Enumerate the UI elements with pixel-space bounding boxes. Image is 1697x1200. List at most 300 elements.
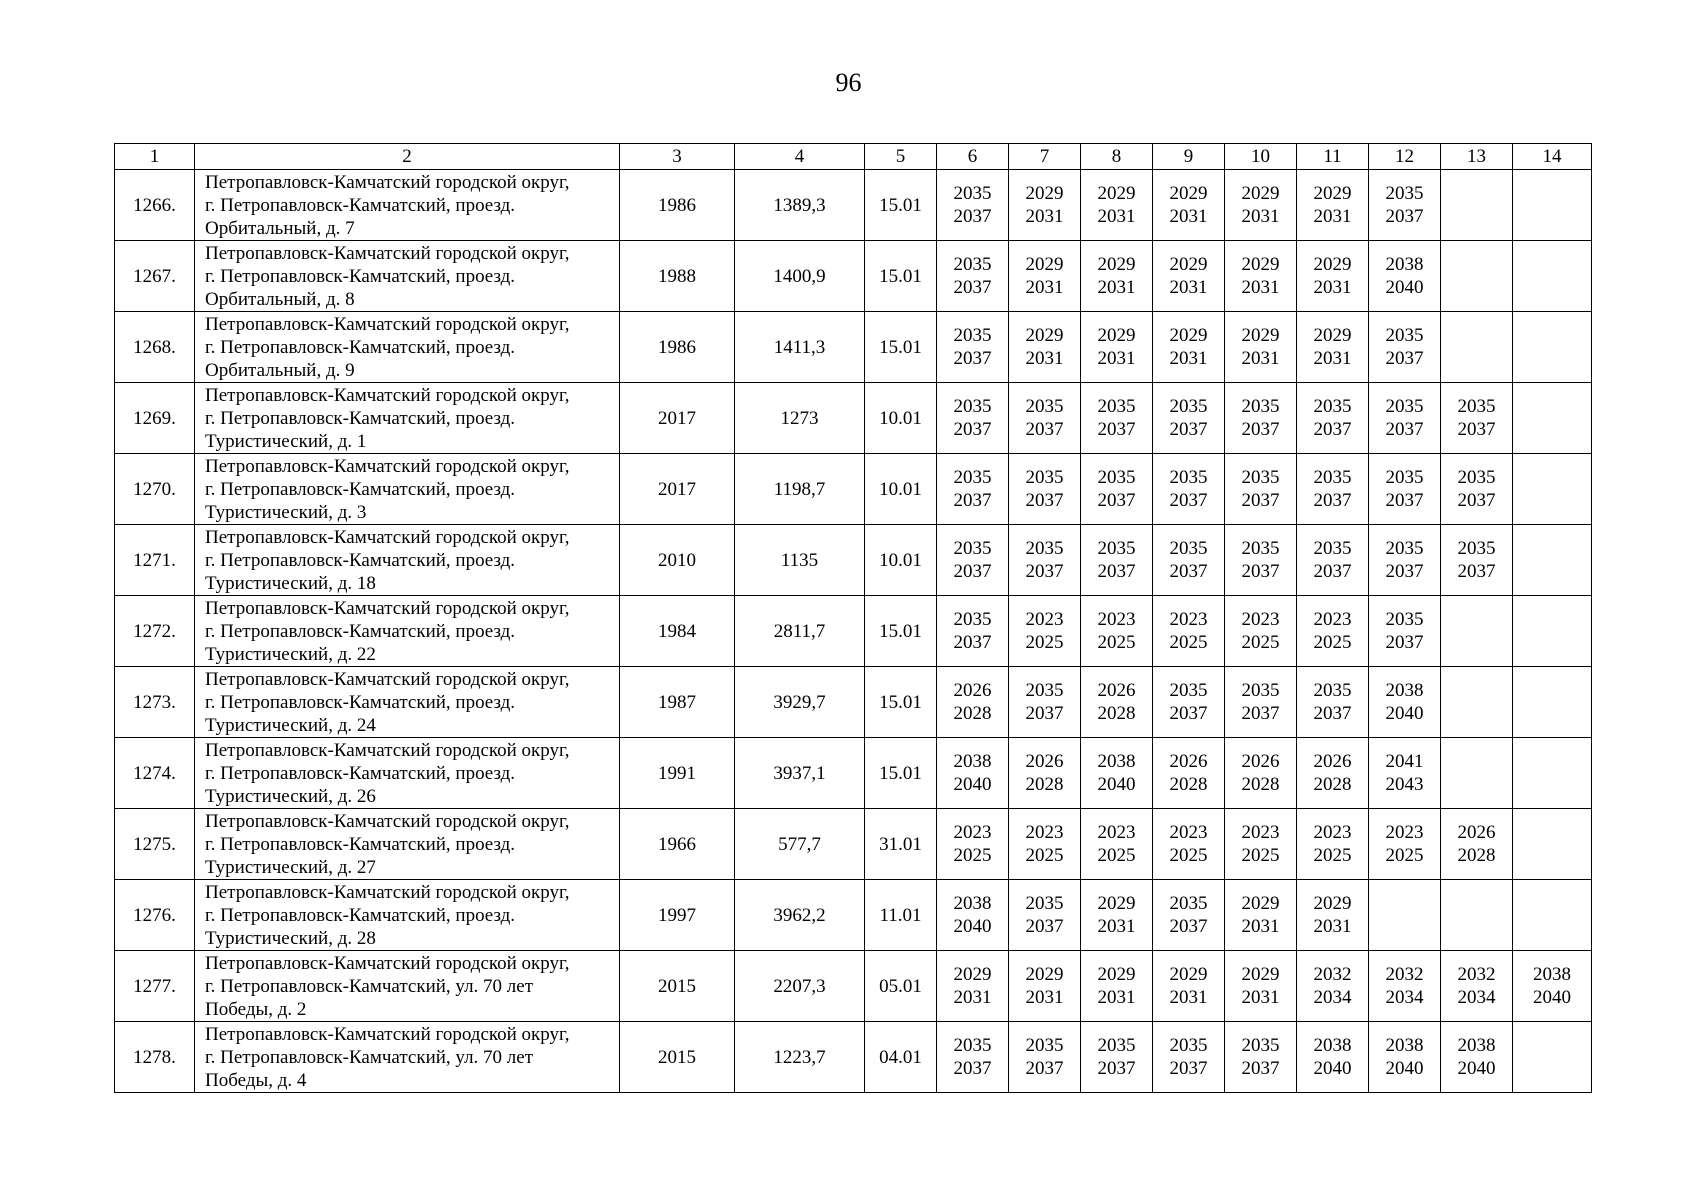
- period-cell: [1297, 738, 1369, 809]
- period-cell: [1009, 241, 1081, 312]
- address-line: Победы, д. 4: [205, 1069, 307, 1091]
- address-cell: [195, 241, 620, 312]
- period-cell: [1009, 312, 1081, 383]
- period-year: 2037: [1457, 561, 1496, 582]
- period-cell: [937, 312, 1009, 383]
- period-cell: [1369, 667, 1441, 738]
- period-year: 2035: [1241, 680, 1280, 701]
- period-cell: [1513, 596, 1592, 667]
- period-cell: [1441, 1022, 1513, 1093]
- period-year: 2037: [1025, 490, 1064, 511]
- period-year: 2031: [1025, 348, 1064, 369]
- address-line: г. Петропавловск-Камчатский, проезд.: [205, 762, 516, 784]
- table-row: [115, 383, 1592, 454]
- period-year: 2040: [1097, 774, 1136, 795]
- period-year: 2031: [1241, 348, 1280, 369]
- period-cell: [1081, 525, 1153, 596]
- period-cell: [1153, 738, 1225, 809]
- period-cell: [937, 809, 1009, 880]
- period-year: 2035: [1385, 183, 1424, 204]
- area-cell: 1223,7: [735, 1022, 865, 1093]
- area-cell: 3929,7: [735, 667, 865, 738]
- period-cell: [1513, 241, 1592, 312]
- period-year: 2035: [1025, 893, 1064, 914]
- period-cell: [1153, 596, 1225, 667]
- build-year-cell: 2010: [620, 525, 735, 596]
- period-cell: [1225, 383, 1297, 454]
- address-line: Петропавловск-Камчатский городской округ,: [205, 668, 570, 690]
- period-cell: [1297, 525, 1369, 596]
- address-line: г. Петропавловск-Камчатский, проезд.: [205, 336, 516, 358]
- period-year: 2038: [1457, 1035, 1496, 1056]
- period-year: 2029: [1025, 964, 1064, 985]
- address-line: г. Петропавловск-Камчатский, ул. 70 лет: [205, 1046, 534, 1068]
- period-year: 2023: [1241, 822, 1280, 843]
- period-year: 2029: [1313, 325, 1352, 346]
- code-cell: 10.01: [865, 383, 937, 454]
- build-year-cell: 1997: [620, 880, 735, 951]
- period-year: 2029: [1097, 964, 1136, 985]
- period-year: 2038: [1385, 1035, 1424, 1056]
- period-cell: [1369, 596, 1441, 667]
- build-year-cell: 1988: [620, 241, 735, 312]
- period-cell: [1441, 170, 1513, 241]
- period-cell: [1009, 809, 1081, 880]
- period-year: 2038: [953, 751, 992, 772]
- period-cell: [1153, 383, 1225, 454]
- period-year: 2035: [1025, 538, 1064, 559]
- address-line: г. Петропавловск-Камчатский, проезд.: [205, 478, 516, 500]
- period-year: 2023: [1169, 822, 1208, 843]
- period-year: 2035: [1025, 1035, 1064, 1056]
- address-line: г. Петропавловск-Камчатский, проезд.: [205, 833, 516, 855]
- address-line: Петропавловск-Камчатский городской округ,: [205, 739, 570, 761]
- area-cell: 2207,3: [735, 951, 865, 1022]
- period-cell: [1225, 170, 1297, 241]
- period-year: 2028: [1169, 774, 1208, 795]
- period-year: 2035: [953, 254, 992, 275]
- period-year: 2023: [1385, 822, 1424, 843]
- area-cell: 577,7: [735, 809, 865, 880]
- period-cell: [1513, 809, 1592, 880]
- period-year: 2029: [1241, 183, 1280, 204]
- area-cell: 2811,7: [735, 596, 865, 667]
- period-cell: [937, 667, 1009, 738]
- period-year: 2035: [1241, 467, 1280, 488]
- table-row: [115, 1022, 1592, 1093]
- period-cell: [1153, 809, 1225, 880]
- period-cell: [1441, 951, 1513, 1022]
- period-cell: [1081, 170, 1153, 241]
- period-cell: [1297, 312, 1369, 383]
- period-year: 2037: [1097, 419, 1136, 440]
- table-row: [115, 667, 1592, 738]
- period-cell: [1081, 809, 1153, 880]
- period-cell: [1369, 951, 1441, 1022]
- period-cell: [1225, 312, 1297, 383]
- area-cell: 3937,1: [735, 738, 865, 809]
- period-year: 2031: [1169, 348, 1208, 369]
- period-year: 2040: [1385, 703, 1424, 724]
- build-year-cell: 1987: [620, 667, 735, 738]
- code-cell: 10.01: [865, 525, 937, 596]
- period-cell: [1225, 951, 1297, 1022]
- period-year: 2023: [1241, 609, 1280, 630]
- period-year: 2029: [1313, 254, 1352, 275]
- period-cell: [937, 1022, 1009, 1093]
- period-cell: [1009, 951, 1081, 1022]
- period-year: 2034: [1457, 987, 1496, 1008]
- address-cell: [195, 170, 620, 241]
- period-year: 2040: [953, 774, 992, 795]
- area-cell: 1135: [735, 525, 865, 596]
- period-cell: [1513, 738, 1592, 809]
- address-line: Петропавловск-Камчатский городской округ,: [205, 171, 570, 193]
- period-cell: [1225, 241, 1297, 312]
- period-year: 2038: [1097, 751, 1136, 772]
- column-header: 10: [1225, 144, 1297, 170]
- code-cell: 15.01: [865, 738, 937, 809]
- period-year: 2040: [1385, 1058, 1424, 1079]
- period-year: 2035: [1241, 1035, 1280, 1056]
- address-cell: [195, 880, 620, 951]
- period-year: 2029: [1025, 254, 1064, 275]
- period-year: 2040: [953, 916, 992, 937]
- table-row: [115, 312, 1592, 383]
- period-year: 2023: [953, 822, 992, 843]
- address-line: Петропавловск-Камчатский городской округ,: [205, 952, 570, 974]
- period-cell: [1513, 525, 1592, 596]
- code-cell: 15.01: [865, 170, 937, 241]
- period-year: 2037: [1097, 1058, 1136, 1079]
- address-line: г. Петропавловск-Камчатский, проезд.: [205, 904, 516, 926]
- period-year: 2023: [1313, 609, 1352, 630]
- address-line: Петропавловск-Камчатский городской округ,: [205, 313, 570, 335]
- header-row: [115, 144, 1592, 170]
- period-cell: [1441, 454, 1513, 525]
- period-year: 2029: [1241, 964, 1280, 985]
- row-number-cell: 1271.: [115, 525, 195, 596]
- address-cell: [195, 1022, 620, 1093]
- period-year: 2037: [1097, 490, 1136, 511]
- period-cell: [1513, 880, 1592, 951]
- code-cell: 31.01: [865, 809, 937, 880]
- code-cell: 11.01: [865, 880, 937, 951]
- period-year: 2037: [1097, 561, 1136, 582]
- period-year: 2028: [953, 703, 992, 724]
- period-year: 2029: [1313, 183, 1352, 204]
- period-year: 2037: [1385, 561, 1424, 582]
- period-cell: [1513, 951, 1592, 1022]
- period-cell: [1441, 880, 1513, 951]
- period-year: 2035: [1457, 467, 1496, 488]
- column-header: 11: [1297, 144, 1369, 170]
- period-year: 2037: [1241, 1058, 1280, 1079]
- period-year: 2035: [1241, 396, 1280, 417]
- period-year: 2037: [953, 561, 992, 582]
- period-cell: [937, 596, 1009, 667]
- period-cell: [1369, 1022, 1441, 1093]
- period-year: 2026: [1097, 680, 1136, 701]
- period-year: 2038: [1533, 964, 1571, 985]
- period-cell: [1153, 1022, 1225, 1093]
- period-cell: [1225, 454, 1297, 525]
- row-number-cell: 1273.: [115, 667, 195, 738]
- period-cell: [1369, 525, 1441, 596]
- address-cell: [195, 738, 620, 809]
- period-cell: [1009, 667, 1081, 738]
- period-year: 2034: [1385, 987, 1424, 1008]
- period-year: 2035: [1169, 467, 1208, 488]
- period-year: 2031: [1169, 206, 1208, 227]
- period-year: 2037: [1169, 490, 1208, 511]
- address-cell: [195, 809, 620, 880]
- address-line: Петропавловск-Камчатский городской округ,: [205, 526, 570, 548]
- period-year: 2035: [1025, 396, 1064, 417]
- area-cell: 1411,3: [735, 312, 865, 383]
- period-year: 2037: [953, 277, 992, 298]
- period-cell: [1297, 951, 1369, 1022]
- address-line: г. Петропавловск-Камчатский, проезд.: [205, 620, 516, 642]
- period-year: 2031: [1313, 206, 1352, 227]
- area-cell: 1389,3: [735, 170, 865, 241]
- period-cell: [1225, 738, 1297, 809]
- period-cell: [1153, 525, 1225, 596]
- address-line: Туристический, д. 24: [205, 714, 376, 736]
- period-year: 2041: [1385, 751, 1424, 772]
- period-cell: [1369, 383, 1441, 454]
- period-year: 2035: [953, 538, 992, 559]
- column-header: 5: [865, 144, 937, 170]
- period-cell: [1225, 809, 1297, 880]
- period-year: 2035: [1313, 538, 1352, 559]
- period-year: 2031: [1097, 206, 1136, 227]
- period-year: 2035: [1097, 538, 1136, 559]
- period-year: 2035: [1313, 396, 1352, 417]
- period-year: 2035: [1169, 893, 1208, 914]
- period-year: 2035: [953, 1035, 992, 1056]
- period-year: 2028: [1097, 703, 1136, 724]
- address-line: г. Петропавловск-Камчатский, ул. 70 лет: [205, 975, 534, 997]
- address-line: Туристический, д. 22: [205, 643, 376, 665]
- period-year: 2037: [953, 632, 992, 653]
- period-year: 2037: [1457, 490, 1496, 511]
- period-cell: [937, 454, 1009, 525]
- period-year: 2037: [1169, 1058, 1208, 1079]
- period-cell: [1225, 667, 1297, 738]
- period-cell: [1513, 454, 1592, 525]
- period-year: 2025: [1025, 845, 1064, 866]
- period-year: 2029: [1025, 183, 1064, 204]
- period-cell: [1009, 525, 1081, 596]
- period-year: 2023: [1025, 822, 1064, 843]
- period-year: 2037: [1025, 1058, 1064, 1079]
- period-cell: [1441, 738, 1513, 809]
- period-year: 2037: [1241, 419, 1280, 440]
- period-year: 2037: [1241, 703, 1280, 724]
- period-year: 2035: [1097, 467, 1136, 488]
- period-cell: [1081, 951, 1153, 1022]
- area-cell: 1400,9: [735, 241, 865, 312]
- period-year: 2025: [953, 845, 992, 866]
- period-year: 2035: [1385, 396, 1424, 417]
- period-year: 2029: [1169, 183, 1208, 204]
- address-line: Орбитальный, д. 7: [205, 217, 355, 239]
- period-year: 2023: [1169, 609, 1208, 630]
- period-year: 2043: [1385, 774, 1424, 795]
- period-year: 2025: [1313, 632, 1352, 653]
- code-cell: 15.01: [865, 667, 937, 738]
- period-year: 2031: [1097, 916, 1136, 937]
- address-cell: [195, 454, 620, 525]
- period-year: 2029: [1313, 893, 1352, 914]
- period-year: 2037: [1313, 561, 1352, 582]
- address-line: Петропавловск-Камчатский городской округ,: [205, 384, 570, 406]
- build-year-cell: 2017: [620, 383, 735, 454]
- period-cell: [1369, 312, 1441, 383]
- period-cell: [1441, 241, 1513, 312]
- code-cell: 15.01: [865, 596, 937, 667]
- row-number-cell: 1276.: [115, 880, 195, 951]
- column-header: 9: [1153, 144, 1225, 170]
- period-year: 2031: [1097, 277, 1136, 298]
- period-cell: [1081, 312, 1153, 383]
- period-year: 2037: [1025, 419, 1064, 440]
- period-year: 2035: [953, 325, 992, 346]
- period-year: 2026: [1313, 751, 1352, 772]
- period-year: 2031: [1241, 206, 1280, 227]
- period-year: 2032: [1313, 964, 1352, 985]
- period-year: 2032: [1457, 964, 1496, 985]
- period-year: 2035: [1025, 680, 1064, 701]
- period-year: 2035: [1385, 609, 1424, 630]
- period-year: 2037: [953, 490, 992, 511]
- area-cell: 3962,2: [735, 880, 865, 951]
- period-year: 2029: [1169, 254, 1208, 275]
- period-cell: [1153, 667, 1225, 738]
- period-year: 2037: [1385, 632, 1424, 653]
- address-line: Туристический, д. 18: [205, 572, 376, 594]
- table-row: [115, 738, 1592, 809]
- address-line: Туристический, д. 28: [205, 927, 376, 949]
- period-cell: [1513, 312, 1592, 383]
- period-year: 2040: [1313, 1058, 1352, 1079]
- area-cell: 1273: [735, 383, 865, 454]
- address-line: г. Петропавловск-Камчатский, проезд.: [205, 407, 516, 429]
- period-cell: [1153, 241, 1225, 312]
- period-year: 2038: [953, 893, 992, 914]
- period-year: 2025: [1241, 845, 1280, 866]
- period-year: 2040: [1385, 277, 1424, 298]
- period-year: 2035: [1169, 538, 1208, 559]
- table-row: [115, 525, 1592, 596]
- period-cell: [1297, 596, 1369, 667]
- period-year: 2040: [1457, 1058, 1496, 1079]
- period-cell: [1009, 454, 1081, 525]
- period-cell: [1369, 170, 1441, 241]
- period-cell: [1225, 880, 1297, 951]
- period-year: 2037: [1169, 703, 1208, 724]
- column-header: 1: [115, 144, 195, 170]
- period-year: 2035: [1025, 467, 1064, 488]
- period-cell: [1369, 809, 1441, 880]
- period-year: 2038: [1385, 254, 1424, 275]
- table-header: [115, 144, 1592, 170]
- period-year: 2037: [1241, 561, 1280, 582]
- page-number: 96: [835, 68, 862, 97]
- period-year: 2026: [953, 680, 992, 701]
- table-row: [115, 951, 1592, 1022]
- address-line: г. Петропавловск-Камчатский, проезд.: [205, 194, 516, 216]
- period-year: 2037: [1313, 490, 1352, 511]
- period-year: 2037: [1169, 561, 1208, 582]
- address-line: Туристический, д. 27: [205, 856, 376, 878]
- period-year: 2035: [1313, 680, 1352, 701]
- table-row: [115, 809, 1592, 880]
- period-year: 2035: [953, 609, 992, 630]
- address-cell: [195, 312, 620, 383]
- period-year: 2025: [1097, 845, 1136, 866]
- row-number-cell: 1274.: [115, 738, 195, 809]
- period-cell: [1225, 525, 1297, 596]
- build-year-cell: 2015: [620, 951, 735, 1022]
- row-number-cell: 1267.: [115, 241, 195, 312]
- address-cell: [195, 951, 620, 1022]
- period-cell: [937, 738, 1009, 809]
- period-cell: [1441, 383, 1513, 454]
- period-year: 2035: [953, 467, 992, 488]
- period-year: 2023: [1097, 822, 1136, 843]
- period-year: 2028: [1025, 774, 1064, 795]
- period-year: 2025: [1169, 632, 1208, 653]
- period-cell: [1009, 596, 1081, 667]
- table-row: [115, 454, 1592, 525]
- period-cell: [1297, 241, 1369, 312]
- period-year: 2026: [1025, 751, 1064, 772]
- period-year: 2037: [1025, 561, 1064, 582]
- period-year: 2037: [1457, 419, 1496, 440]
- address-cell: [195, 667, 620, 738]
- period-year: 2031: [1097, 987, 1136, 1008]
- address-line: Туристический, д. 26: [205, 785, 376, 807]
- period-year: 2029: [1097, 183, 1136, 204]
- build-year-cell: 2015: [620, 1022, 735, 1093]
- period-year: 2037: [1385, 206, 1424, 227]
- address-cell: [195, 596, 620, 667]
- table-body: [115, 170, 1592, 1093]
- period-year: 2037: [1025, 703, 1064, 724]
- address-line: Петропавловск-Камчатский городской округ,: [205, 242, 570, 264]
- area-cell: 1198,7: [735, 454, 865, 525]
- period-year: 2035: [1097, 1035, 1136, 1056]
- period-year: 2031: [1241, 277, 1280, 298]
- period-cell: [1009, 170, 1081, 241]
- period-cell: [1369, 241, 1441, 312]
- period-year: 2037: [953, 206, 992, 227]
- address-line: г. Петропавловск-Камчатский, проезд.: [205, 265, 516, 287]
- address-cell: [195, 383, 620, 454]
- period-cell: [1369, 738, 1441, 809]
- period-year: 2035: [1385, 325, 1424, 346]
- period-cell: [1153, 454, 1225, 525]
- period-year: 2037: [1025, 916, 1064, 937]
- period-cell: [1153, 170, 1225, 241]
- period-year: 2031: [1241, 987, 1280, 1008]
- period-year: 2037: [1313, 419, 1352, 440]
- build-year-cell: 1984: [620, 596, 735, 667]
- build-year-cell: 1966: [620, 809, 735, 880]
- period-cell: [1225, 1022, 1297, 1093]
